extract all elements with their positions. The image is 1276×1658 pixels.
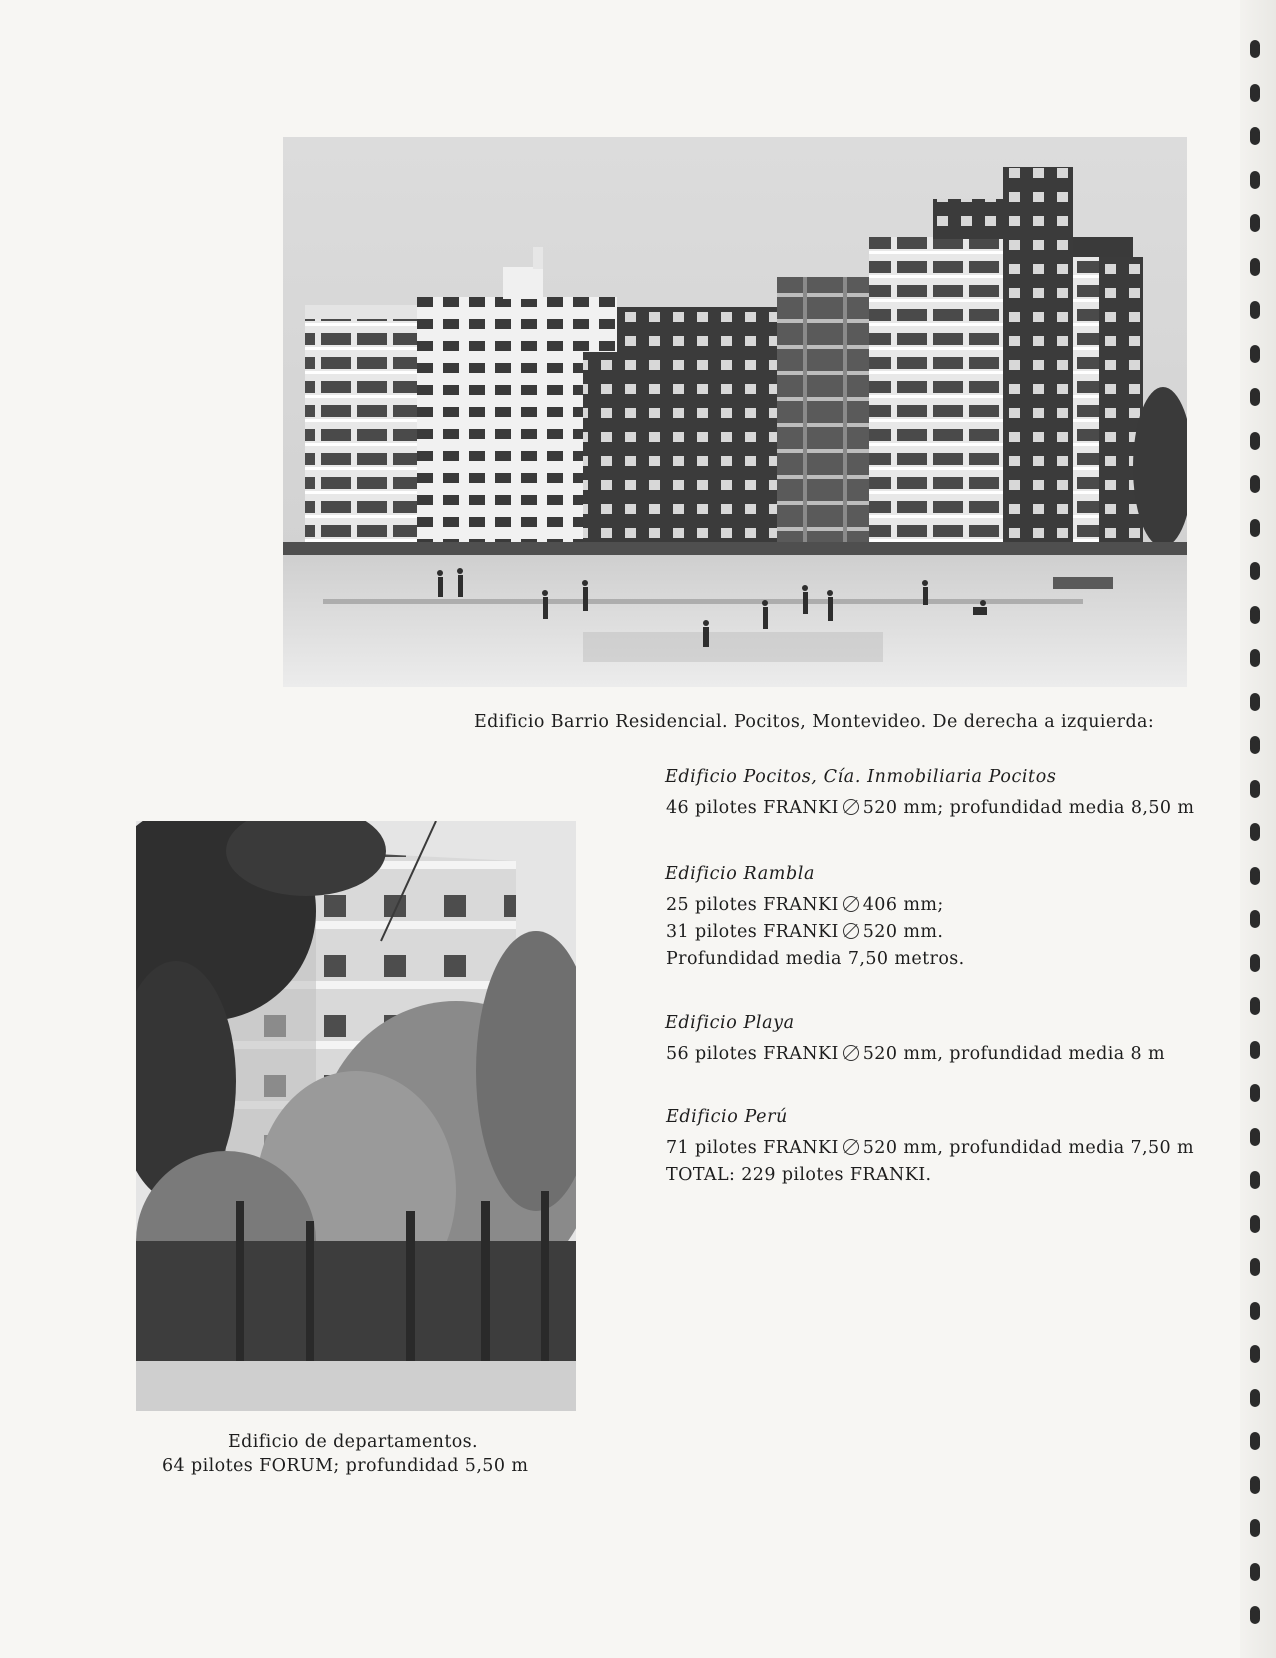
spiral-ring (1250, 1302, 1260, 1320)
top-photo-caption: Edificio Barrio Residencial. Pocitos, Montevideo. De derecha a izquierda: (474, 712, 1155, 732)
spiral-ring (1250, 1432, 1260, 1450)
spiral-ring (1250, 649, 1260, 667)
spiral-ring (1250, 1215, 1260, 1233)
spiral-ring (1250, 258, 1260, 276)
entry-line: 56 pilotes FRANKI 520 mm, profundidad media 8 m (666, 1044, 1166, 1064)
diameter-symbol-icon (843, 799, 859, 815)
spiral-ring (1250, 823, 1260, 841)
spiral-ring (1250, 171, 1260, 189)
spiral-ring (1250, 345, 1260, 363)
diameter-symbol-icon (843, 1139, 859, 1155)
entry-line: TOTAL: 229 pilotes FRANKI. (666, 1165, 932, 1185)
entry-line: 71 pilotes FRANKI 520 mm, profundidad media 7,50 m (666, 1138, 1195, 1158)
top-photo (283, 137, 1187, 687)
spiral-ring (1250, 780, 1260, 798)
spiral-ring (1250, 1563, 1260, 1581)
spiral-ring (1250, 127, 1260, 145)
diameter-symbol-icon (843, 896, 859, 912)
spiral-ring (1250, 388, 1260, 406)
spiral-ring (1250, 997, 1260, 1015)
spiral-ring (1250, 1128, 1260, 1146)
bottom-caption-line1: Edificio de departamentos. (228, 1432, 479, 1452)
diameter-symbol-icon (843, 923, 859, 939)
entry-title: Edificio Rambla (665, 864, 815, 884)
apartment-building-trees-illustration (136, 821, 576, 1411)
spiral-ring (1250, 693, 1260, 711)
entry-line: Profundidad media 7,50 metros. (666, 949, 965, 969)
beach-buildings-illustration (283, 137, 1187, 687)
spiral-ring (1250, 1041, 1260, 1059)
entry-line: 46 pilotes FRANKI 520 mm; profundidad media 8,50 m (666, 798, 1195, 818)
bottom-caption-line2: 64 pilotes FORUM; profundidad 5,50 m (162, 1456, 529, 1476)
spiral-ring (1250, 519, 1260, 537)
entry-title: Edificio Pocitos, Cía. Inmobiliaria Pocitos (665, 767, 1057, 787)
entry-line: 31 pilotes FRANKI 520 mm. (666, 922, 944, 942)
spiral-ring (1250, 432, 1260, 450)
spiral-ring (1250, 1606, 1260, 1624)
spiral-ring (1250, 1258, 1260, 1276)
spiral-ring (1250, 301, 1260, 319)
spiral-ring (1250, 1519, 1260, 1537)
spiral-ring (1250, 910, 1260, 928)
spiral-ring (1250, 606, 1260, 624)
entry-title: Edificio Playa (665, 1013, 795, 1033)
spiral-ring (1250, 1476, 1260, 1494)
spiral-ring (1250, 84, 1260, 102)
spiral-ring (1250, 475, 1260, 493)
entry-title: Edificio Perú (666, 1107, 788, 1127)
spiral-ring (1250, 1084, 1260, 1102)
spiral-ring (1250, 736, 1260, 754)
spiral-ring (1250, 40, 1260, 58)
spiral-ring (1250, 954, 1260, 972)
spiral-ring (1250, 1171, 1260, 1189)
spiral-ring (1250, 562, 1260, 580)
spiral-ring (1250, 1345, 1260, 1363)
entry-line: 25 pilotes FRANKI 406 mm; (666, 895, 944, 915)
spiral-ring (1250, 214, 1260, 232)
spiral-ring (1250, 1389, 1260, 1407)
bottom-photo (136, 821, 576, 1411)
spiral-ring (1250, 867, 1260, 885)
diameter-symbol-icon (843, 1045, 859, 1061)
